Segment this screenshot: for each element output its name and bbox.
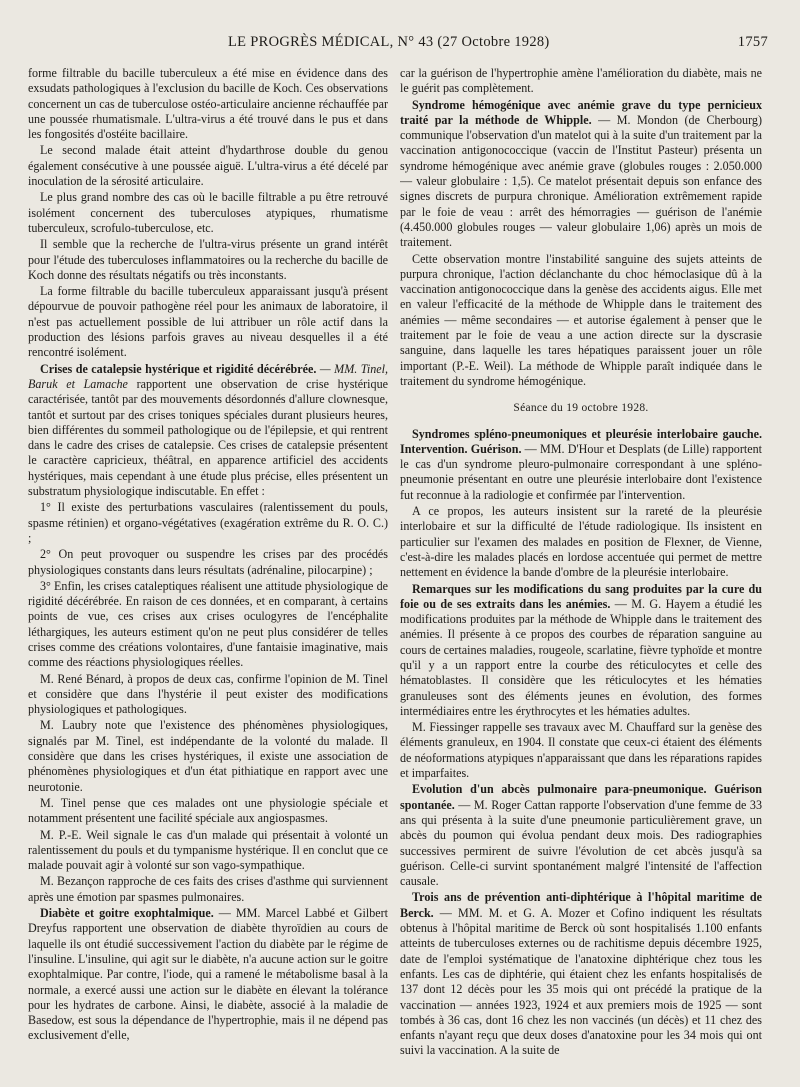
- article-text: — MM. M. et G. A. Mozer et Cofino indiquent les résultats obtenus à l'hôpital maritime de Berck où sont hospitalisés 1.100 enfants atteints de tuberculoses externes ou de rachitisme depuis décembre 1925, date de l'emploi systématique de l'anatoxine diphtérique chez tous les enfants. Les cas de diphtérie, qui étaient chez les enfants hospitalisés de 137 dont 12 décès pour les 35 mois qui ont précédé la pratique de la vaccination — années 1923, 1924 et aux premiers mois de 1925 — sont tombés à 36 cas, dont 16 chez les non vaccinés (un décès) et 11 chez des enfants n'ayant reçu que deux doses d'anatoxine pour les 34 mois qui ont suivi la vaccination. A la suite de: [400, 905, 762, 1058]
- seance-date: Séance du 19 octobre 1928.: [513, 402, 649, 415]
- left-column: [28, 66, 388, 1078]
- article-sang: [400, 582, 762, 720]
- paragraph: car la guérison de l'hypertrophie amène l'amélioration du diabète, mais ne le guérit pas complètement.: [400, 66, 762, 96]
- comment-weil: M. P.-E. Weil signale le cas d'un malade qui présentait à volonté un ralentissement du pouls et du tympanisme hystérique. Il en conclut que ce malade pouvait agir à volonté sur son vago-sympathique.: [28, 827, 388, 873]
- article-text: — M. Mondon (de Cherbourg) communique l'observation d'un matelot qui à la suite d'un traitement par la vaccination antigonococcique (vaccin de l'Institut Pasteur) présenta un syndrome hémogénique avec anémie grave (globules rouges : 2.050.000 — valeur globulaire : 1,5). Ce matelot présentait depuis son enfance des signes discrets de purpura chronique. Amélioration extrêmement rapide par le foie de veau : arrêt des hémorragies — guérison de l'anémie (4.450.000 globules rouges — valeur globulaire 1,06) après un mois de traitement.: [400, 112, 762, 250]
- article-catalepsie: [28, 362, 388, 500]
- article-title: Syndrome hémogénique avec anémie grave du type pernicieux traité par la méthode de Whipple.: [400, 97, 762, 127]
- list-item: 3° Enfin, les crises cataleptiques réalisent une attitude physiologique de rigidité décérébrée. En raison de ces données, et en comparant, à certains points de vue, ces crises aux crises oculogyres de l'encéphalite léthargiques, les auteurs estiment qu'on ne peut plus considérer de telles crises comme des créations volontaires, d'une fantaisie imaginative, mais comme des réactions physiologiques réelles.: [28, 578, 388, 670]
- article-title: Syndromes spléno-pneumoniques et pleurésie interlobaire gauche. Intervention. Guérison.: [400, 426, 762, 456]
- article-text: — M. Roger Cattan rapporte l'observation d'une femme de 33 ans qui présenta à la suite d'une pneumonie particulièrement grave, un abcès du poumon qui évolua pendant deux mois. Des radiographies successives permirent de suivre l'évolution de cet abcès jusqu'à sa guérison. Celle-ci survint spontanément malgré l'intensité de l'affection causale.: [400, 797, 762, 889]
- page-header: [28, 34, 768, 56]
- article-text: — MM. Marcel Labbé et Gilbert Dreyfus rapportent une observation de diabète thyroïdien au cours de laquelle ils ont étudié successivement l'action du diabète par le régime de l'insuline. L'insuline, qui agit sur le diabète, n'a aucune action sur le goitre exophtalmique. Par contre, l'iode, qui a ramené le métabolisme basal à la normale, a exercé aussi une action sur le diabète en élevant la tolérance pour les hydrates de carbone. Ainsi, le diabète, associé à la maladie de Basedow, est sous la dépendance de l'hypertrophie, mais il ne dépend pas exclusivement d'elle,: [28, 906, 388, 1043]
- article-diabete: [28, 906, 388, 1044]
- paragraph: Le plus grand nombre des cas où le bacille filtrable a pu être retrouvé isolément concernent des tuberculoses atypiques, rhumatisme tuberculeux, scrofulo-tuberculose, etc.: [28, 190, 388, 235]
- right-column: [400, 66, 762, 1078]
- comment-tinel: M. Tinel pense que ces malades ont une physiologie spéciale et notamment présentent une facilité spéciale aux angiospasmes.: [28, 795, 388, 826]
- paragraph: M. Fiessinger rappelle ses travaux avec M. Chauffard sur la genèse des éléments granuleux, en 1904. Il constate que ceux-ci étaient des éléments de néoformations atypiques n'apparaissant que dans les réparations rapides et imparfaites.: [400, 720, 762, 781]
- list-item: 2° On peut provoquer ou suspendre les crises par des procédés physiologiques constants dans leurs résultats (adrénaline, pilocarpine) ;: [28, 547, 388, 577]
- comment-laubry: M. Laubry note que l'existence des phénomènes physiologiques, signalés par M. Tinel, est indépendante de la volonté du malade. Il considère que dans les crises hystériques, il existe une association de phénomènes physiologiques et d'un état pithiatique en rapport avec une neurotonie.: [28, 718, 388, 794]
- paragraph: Il semble que la recherche de l'ultra-virus présente un grand intérêt pour l'étude des tuberculoses inflammatoires ou la recherche du bacille de Koch donne des résultats négatifs ou très inconstants.: [28, 237, 388, 282]
- paragraph: Le second malade était atteint d'hydarthrose double du genou également consécutive à une poussée aiguë. L'ultra-virus a été décelé par inoculation de la sérosité articulaire.: [28, 143, 388, 189]
- article-hemogenique: [400, 98, 762, 251]
- article-diphterie: [400, 890, 762, 1058]
- article-title: Trois ans de prévention anti-diphtérique à l'hôpital maritime de Berck.: [400, 890, 762, 920]
- article-text: rapportent une observation de crise hystérique caractérisée, tantôt par des mouvements désordonnés d'allure clownesque, tantôt et surtout par des crises toniques spéciales durant plusieurs heures, bien différentes du sommeil pathologique ou de l'épilepsie, et qui rentrent dans le cadre des crises de catalepsie. Ces crises de catalepsie présentent le caractère capricieux, théâtral, en apparence artificiel des accidents hystériques, mais cependant à une étude plus précise, elles présentent un substratum physiologique indiscutable. En effet :: [28, 376, 388, 499]
- list-item: 1° Il existe des perturbations vasculaires (ralentissement du pouls, spasme rétinien) et organo-végétatives (exagération extrême du R. O. C.) ;: [28, 500, 388, 545]
- article-title: Remarques sur les modifications du sang produites par la cure du foie ou de ses extraits dans les anémies.: [400, 581, 762, 611]
- journal-title: LE PROGRÈS MÉDICAL, N° 43 (27 Octobre 1928): [228, 34, 550, 50]
- paragraph: Cette observation montre l'instabilité sanguine des sujets atteints de purpura chronique, l'action déclanchante du choc hémoclasique dû à la vaccination antigonococcique dans la genèse des accidents aigus. Elle met en valeur l'efficacité de la méthode de Whipple dans le traitement des anémies — même secondaires — et autorise également à penser que le traitement par le foie de veau a une action directe sur la dyscrasie sanguine, dans laquelle les tares hépatiques paraissent jouer un rôle important (P.-E. Weil). La méthode de Whipple paraît indiquée dans le traitement du syndrome hémogénique.: [400, 251, 762, 388]
- comment-benard: M. René Bénard, à propos de deux cas, confirme l'opinion de M. Tinel et considère que dans l'hystérie il peut exister des modifications physiologiques et pathologiques.: [28, 671, 388, 717]
- comment-bezancon: M. Bezançon rapproche de ces faits des crises d'asthme qui surviennent après une émotion par spasmes pulmonaires.: [28, 874, 388, 904]
- page-number: 1757: [737, 34, 768, 50]
- article-text: — M. G. Hayem a étudié les modifications produites par la méthode de Whipple dans le traitement des anémies. Il présente à ce propos des courbes de réparation sanguine au cours de certaines maladies, rougeole, scarlatine, fièvre typhoïde et montre qu'il y a un rapport entre la courbe des réticulocytes et celle des hématoblastes. Il considère que les réticulocytes et les hématies granuleuses sont des éléments jeunes en évolution, des formes intermédiaires entre les érythrocytes et les hématies adultes.: [400, 596, 762, 718]
- article-spleno: [400, 427, 762, 503]
- article-title: Diabète et goitre exophtalmique.: [40, 906, 214, 921]
- article-title: Evolution d'un abcès pulmonaire para-pneumonique. Guérison spontanée.: [400, 782, 762, 812]
- article-title: Crises de catalepsie hystérique et rigidité décérébrée.: [40, 361, 317, 376]
- article-text: — MM. D'Hour et Desplats (de Lille) rapportent le cas d'un syndrome pleuro-pulmonaire correspondant à une spléno-pneumonie présentant en outre une pleurésie interlobaire dont l'existence fut reconnue à la radiologie et confirmée par l'intervention.: [400, 441, 762, 502]
- article-abces: [400, 782, 762, 889]
- article-authors: — MM. Tinel, Baruk et Lamache: [28, 361, 388, 391]
- paragraph: forme filtrable du bacille tuberculeux a été mise en évidence dans des exsudats pathologiques à l'exclusion du bacille de Koch. Ces observations concernent un cas de tuberculose ostéo-articulaire ancienne réchauffée par une poussée rhumatismale. L'ultra-virus a été trouvé dans le pus et dans les fongosités d'ostéite bacillaire.: [28, 66, 388, 142]
- paragraph: A ce propos, les auteurs insistent sur la rareté de la pleurésie interlobaire et sur la difficulté de l'étude radiologique. Ils insistent en particulier sur l'examen des malades en position de Flexner, de Vienne, c'est-à-dire les malades placés en lordose accentuée qui permet de mettre nettement en évidence la bande d'ombre de la pleurésie interlobaire.: [400, 504, 762, 580]
- paragraph: La forme filtrable du bacille tuberculeux apparaissant jusqu'à présent dépourvue de pouvoir pathogène réel pour les animaux de laboratoire, il n'est pas actuellement possible de lui attribuer un rôle actif dans la production des lésions parfois graves au niveau desquelles il a été rencontré isolément.: [28, 284, 388, 360]
